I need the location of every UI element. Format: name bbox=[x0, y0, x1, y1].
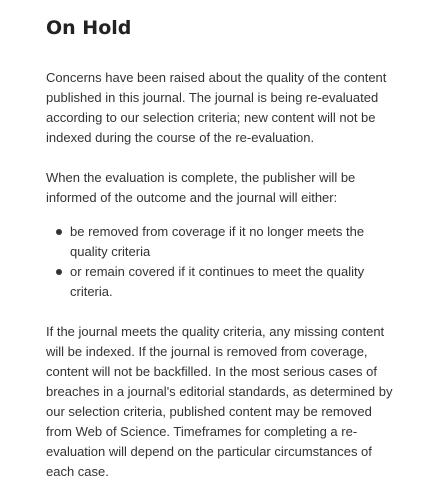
outcome-lead: When the evaluation is complete, the publisher will be informed of the outcome and the journal will either: bbox=[46, 170, 356, 205]
notice-details: If the journal meets the quality criteria, any missing content will be indexed. If the journal is removed from coverage, content will not be backfilled. In the most serious cases of breaches in a journal's editorial standards, as determined by our selection criteria, published content may be removed from Web of Science. Timeframes for completing a re-evaluation will depend on the particular circumstances of each case. bbox=[46, 324, 393, 479]
spacer bbox=[46, 148, 399, 168]
spacer bbox=[46, 208, 399, 222]
notice-intro: Concerns have been raised about the quality of the content published in this journal. The journal is being re-evaluated according to our selection criteria; new content will not be indexed during the course of the re-evaluation. bbox=[46, 70, 387, 145]
notice-title: On Hold bbox=[46, 17, 132, 39]
bullet-icon bbox=[56, 269, 62, 275]
spacer bbox=[46, 302, 399, 322]
bullet-icon bbox=[56, 229, 62, 235]
outcome-list bbox=[46, 222, 399, 302]
outcome-text: be removed from coverage if it no longer meets the quality criteria bbox=[70, 224, 365, 259]
outcome-item-remain bbox=[70, 262, 399, 302]
outcome-item-removed bbox=[70, 222, 399, 262]
outcome-text: or remain covered if it continues to meet the quality criteria. bbox=[70, 264, 365, 299]
